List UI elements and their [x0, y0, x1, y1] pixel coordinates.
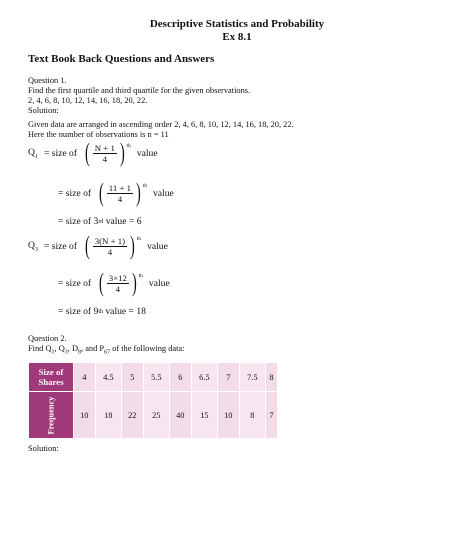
page-title: Descriptive Statistics and Probability — [149, 18, 325, 30]
table-cell: 18 — [95, 392, 121, 439]
table-cell: 6 — [170, 363, 192, 392]
fraction: $\frac{3(N + 1)}{4}$ — [94, 235, 126, 257]
row-header-size-of-shares: Size of Shares — [29, 363, 74, 392]
q1-result: = size of 3 rd value = 6 — [58, 216, 142, 227]
row-header-frequency: Frequency — [29, 392, 74, 439]
table-cell: 8 — [266, 363, 278, 392]
table-cell: 40 — [170, 392, 192, 439]
data-table — [28, 362, 278, 439]
table-cell: 5.5 — [143, 363, 169, 392]
solution-1-label: Solution: — [28, 106, 59, 115]
table-cell: 4 — [74, 363, 96, 392]
section-heading: Text Book Back Questions and Answers — [28, 53, 215, 65]
table-cell: 8 — [239, 392, 265, 439]
table-cell: 15 — [191, 392, 217, 439]
table-row — [29, 363, 278, 392]
question-2-text: Find $Q_1$, $Q_3$, $D_8$, and $P_{67}$ of the following data: — [28, 344, 185, 356]
question-1-data: 2, 4, 6, 8, 10, 12, 14, 16, 18, 20, 22. — [28, 96, 148, 105]
table-cell: 10 — [218, 392, 240, 439]
table-cell: 10 — [74, 392, 96, 439]
table-cell: 7 — [266, 392, 278, 439]
given-data-text: Given data are arranged in ascending order 2, 4, 6, 8, 10, 12, 14, 16, 18, 20, 22. — [28, 120, 294, 129]
q1-formula: $Q_1$ = size of ( $\frac{N + 1}{4}$ ) th value — [28, 138, 158, 167]
table-cell: 6.5 — [191, 363, 217, 392]
q3-formula: $Q_3$ = size of ( $\frac{3(N + 1)}{4}$ ) th value — [28, 231, 168, 260]
size-of-text: = size of — [43, 147, 78, 159]
observation-count-text: Here the number of observations is n = 11 — [28, 130, 169, 139]
table-cell: 5 — [122, 363, 144, 392]
table-cell: 25 — [143, 392, 169, 439]
fraction: $\frac{11 + 1}{4}$ — [108, 182, 132, 204]
q3-symbol: $Q_3$ — [28, 239, 38, 253]
table-cell: 7 — [218, 363, 240, 392]
question-1-text: Find the first quartile and third quartile for the given observations. — [28, 86, 251, 95]
q3-result: = size of 9 th value = 18 — [58, 306, 146, 317]
fraction: $\frac{N + 1}{4}$ — [94, 142, 115, 164]
q1-symbol: $Q_1$ — [28, 146, 38, 160]
q3-substitution: = size of ( $\frac{3\times 12}{4}$ ) th value — [58, 268, 170, 297]
page-subtitle: Ex 8.1 — [222, 31, 252, 43]
table-cell: 7.5 — [239, 363, 265, 392]
question-2-label: Question 2. — [28, 334, 67, 343]
table-cell: 22 — [122, 392, 144, 439]
table-cell: 4.5 — [95, 363, 121, 392]
table-row — [29, 392, 278, 439]
question-1-label: Question 1. — [28, 76, 67, 85]
fraction: $\frac{3\times 12}{4}$ — [108, 272, 127, 294]
q1-substitution: = size of ( $\frac{11 + 1}{4}$ ) th value — [58, 178, 174, 207]
solution-2-label: Solution: — [28, 444, 59, 453]
value-text: value — [136, 147, 158, 159]
